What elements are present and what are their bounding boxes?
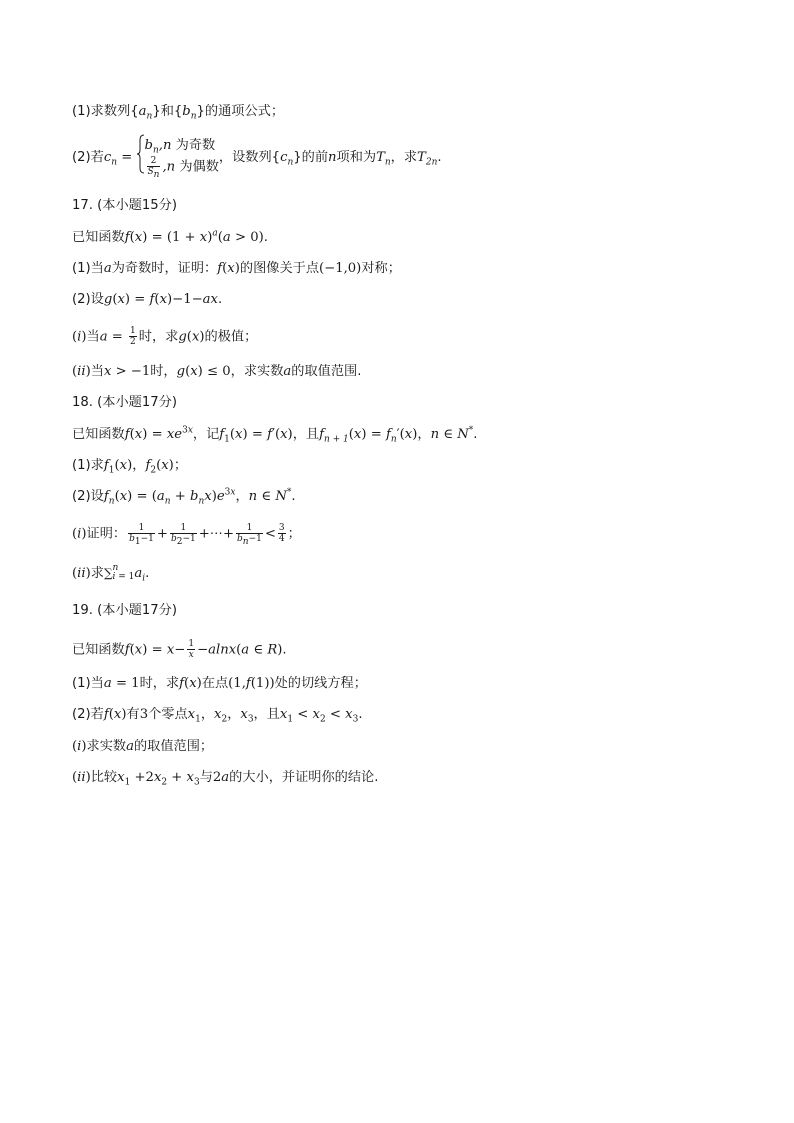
math-expression: ( [154,292,160,307]
text-segment: ； [173,458,187,473]
math-expression: ) = (1 + [142,230,200,245]
math-expression: ( [186,329,192,345]
math-T-2n: $T_{2n}$ [417,150,438,168]
text-segment: 个零点 [148,707,188,722]
problem-18-header [72,394,177,412]
math-expression: a [241,642,250,658]
math-expression: x [189,676,197,691]
text-segment: 已知函数 [72,230,125,245]
math-expression: + [167,770,187,785]
math-expression: ∈ [257,489,276,504]
math-expression: x [186,770,194,785]
math-expression: i [77,329,82,345]
text-segment: ，且 [253,707,280,722]
math-expression: x [153,770,162,785]
math-expression: x [227,261,235,276]
math-expression: > 0) [230,230,264,245]
math-expression: a [221,770,230,785]
problem-18-stem [72,426,477,444]
math-expression: +2 [130,770,154,785]
text-segment: 19. (本小题17分) [72,603,177,618]
math-expression: ) = [142,427,167,442]
math-expression: g [176,364,186,379]
text-segment: (1)当 [72,261,104,276]
math-expression: 3 [247,714,254,725]
math-expression: x [280,427,288,442]
math-expression: n [108,496,115,507]
math-expression: x [190,364,198,379]
math-expression: 2 [221,714,228,725]
text-segment: 的取值范围. [291,364,362,379]
math-expression: + [156,526,168,542]
math-expression: x [353,427,362,442]
math-expression: > −1 [111,364,151,379]
text-segment: ， [227,707,241,722]
text-segment: . [282,642,287,658]
math-expression: − [197,642,209,658]
math-expression: ( [108,707,114,722]
problem-19-part-2-ii [72,769,378,787]
math-expression: N [275,489,287,504]
math-expression: ( [72,329,78,345]
math-expression: x [312,707,320,722]
math-expression: R [267,642,278,658]
math-expression: n [248,489,258,504]
math-expression: ( [156,458,162,473]
problem-17-part-1 [72,260,401,278]
text-segment: 已知函数 [72,427,125,442]
math-expression: ax [202,292,218,307]
math-expression: $a_n$ [156,489,171,507]
math-expression: x [187,707,196,722]
problem-17-part-2-ii [72,363,361,381]
piecewise-cases [144,136,219,181]
math-expression: 2 [150,465,157,476]
text-segment: 当 [86,329,100,345]
math-expression: ) = [242,427,268,442]
math-expression: 2 [212,770,222,785]
math-expression: ) [81,739,87,754]
math-expression: $a_i$ [134,566,146,584]
text-segment: . [358,707,363,722]
math-expression: ( [72,770,78,785]
text-segment: (2)设 [72,292,104,307]
math-expression: x [279,707,288,722]
math-expression: x [191,329,200,345]
math-expression: x [199,230,208,245]
text-segment: 项和为 [336,150,377,165]
case-odd: $b_n,n$ 为奇数 [144,138,216,156]
math-expression: ) = [124,292,150,307]
math-expression: x [345,707,353,722]
text-segment: 已知函数 [72,642,125,658]
text-segment: (1)求数列{ [72,104,139,119]
text-segment: ， [200,707,215,722]
math-expression: ( [129,230,135,245]
math-expression: ) [412,427,418,442]
math-expression: x [240,707,248,722]
math-expression: < [325,707,346,722]
text-segment: (1)求 [72,458,104,473]
math-expression: 3 [193,777,200,788]
math-expression: i [77,526,82,542]
text-segment: (2)若 [72,707,104,722]
piecewise-brace [137,134,145,180]
math-expression: ii [77,364,86,379]
problem-19-stem [72,639,287,660]
math-expression: $e^{3x}$ [216,487,236,504]
text-segment: (1)当 [72,676,104,691]
math-expression: x [134,642,143,658]
math-expression: f [319,427,324,442]
text-segment: . [217,292,223,307]
text-segment: 求实数 [86,739,127,754]
problem-18-part-1 [72,457,187,475]
math-expression: ( [222,261,228,276]
math-expression: ∑ [103,566,113,580]
math-expression: − [174,642,186,658]
text-segment: 的取值范围； [133,739,214,754]
math-expression: alnx [208,642,237,658]
math-expression: 1 [224,434,230,445]
math-expression: ∈ [249,642,268,658]
math-expression: ) [168,458,174,473]
text-segment: ， [417,427,431,442]
math-expression: < [264,526,276,542]
math-expression: x [134,230,143,245]
math-expression: a [126,739,134,754]
math-expression: ) [196,676,202,691]
text-segment: . [291,489,296,504]
text-segment: 在点 [201,676,229,691]
math-expression: 3 [352,714,359,725]
math-expression: ( [217,230,223,245]
fraction-one-half: $\frac{1}{2}$ [130,326,136,347]
text-segment: 处的切线方程； [274,676,367,691]
math-expression: $xe^{3x}$ [166,425,193,442]
problem-17-part-2 [72,291,222,309]
text-segment: 时， [150,364,177,379]
math-expression: a [99,329,108,345]
math-expression: ) [81,329,87,345]
math-expression: x [117,292,125,307]
problem-17-header [72,197,177,215]
problem-18-part-2-ii [72,564,149,583]
text-segment: }的前 [293,150,329,165]
math-expression: i [77,739,82,754]
math-expression: f [124,230,130,245]
math-expression: x [103,364,112,379]
text-segment: 18. (本小题17分) [72,395,177,410]
text-segment: 求 [90,566,104,581]
math-expression: f [179,676,185,691]
math-expression: x [159,292,167,307]
math-expression: ( [72,566,78,581]
math-expression: (1)) [250,676,275,691]
case-even: $\frac{2}{S_n}$ ,n 为偶数 [147,156,219,181]
text-segment: }的通项公式； [196,104,285,119]
math-expression: a [222,230,231,245]
text-segment: 为奇数时，证明： [111,261,218,276]
math-c-n: $c_n$ [280,150,294,168]
text-segment: . [473,427,478,442]
text-segment: ， [235,489,249,504]
text-segment: 证明： [86,526,127,542]
math-expression: (−1,0) [319,261,362,276]
math-expression: g [178,329,187,345]
text-segment: 时，求 [139,676,180,691]
sum-limits: n i = 1 [112,563,135,582]
text-segment: ； [287,526,301,542]
math-expression: < [293,707,313,722]
math-expression: ( [348,427,354,442]
math-expression: ( [184,676,190,691]
problem-17-stem [72,229,268,247]
text-segment: . [437,150,442,165]
problem-18-part-2-i [72,523,301,547]
text-segment: 有 [126,707,140,722]
math-expression: 2 [161,777,168,788]
problem-17-part-2-i [72,326,257,347]
problem-16-part-2 [72,134,442,180]
math-expression: ) [127,458,133,473]
math-expression: ) = [361,427,386,442]
math-expression: ) ≤ 0 [197,364,231,379]
math-expression: f [219,427,225,442]
math-expression: x [161,458,169,473]
math-expression: f [103,458,109,473]
math-expression: 1 [124,777,131,788]
math-expression: x [166,642,175,658]
math-expression: ( [129,642,135,658]
math-expression: ) [81,526,87,542]
math-expression: ( [229,427,236,442]
math-expression: + [170,489,190,504]
text-segment: 当 [90,364,104,379]
math-expression: f [149,292,155,307]
problem-19-part-2 [72,706,363,724]
text-segment: (2)若 [72,150,104,165]
math-expression: ) [85,770,91,785]
math-expression: f [124,427,130,442]
math-expression: ( [129,427,135,442]
text-segment: ，设数列{ [218,150,281,165]
math-expression: x [214,707,222,722]
math-expression: f [103,707,109,722]
math-a-n: $a_n$ [138,104,153,122]
math-expression: * [286,487,292,498]
math-expression: a [103,261,112,276]
problem-19-header [72,602,177,620]
text-segment: (2)设 [72,489,104,504]
text-segment: 比较 [90,770,118,785]
math-expression: ) [211,489,217,504]
problem-19-part-1 [72,675,367,693]
problem-18-part-2 [72,488,296,506]
text-segment: . [263,230,268,245]
math-T-n: $T_n$ [376,150,391,168]
fraction-b2: $\frac{1}{b_2-1}$ [170,523,196,547]
problem-16-part-1 [72,103,284,121]
text-segment: 17. (本小题15分) [72,198,177,213]
math-expression: 1 [195,714,201,725]
math-expression: f [124,642,130,658]
math-expression: f [385,427,391,442]
math-expression: ( [72,739,78,754]
text-segment: 的大小，并证明你的结论. [229,770,379,785]
math-expression: f [103,489,109,504]
text-segment: 对称； [361,261,401,276]
text-segment: ，且 [292,427,320,442]
math-expression: ) [207,230,213,245]
math-expression: ) [121,707,127,722]
text-segment: ，求 [390,150,418,165]
text-segment: 的图像关于点 [239,261,320,276]
math-expression: x [119,458,128,473]
text-segment: . [145,566,150,581]
math-expression: ( [112,292,118,307]
math-expression: x [113,707,122,722]
math-expression: a [283,364,292,379]
math-expression: ) [234,261,240,276]
math-expression: f [245,676,251,691]
math-expression: ( [72,526,78,542]
math-expression: f [267,427,272,442]
math-expression: +⋯+ [198,526,235,542]
math-expression: = [107,329,128,345]
text-segment: ， [132,458,146,473]
text-segment: ，记 [192,427,220,442]
math-n: n [328,150,337,165]
math-expression: ) [85,566,91,581]
math-expression: ( [236,642,242,658]
math-expression: ) [199,329,205,345]
math-expression: )−1− [167,292,203,307]
math-expression: ( [185,364,191,379]
math-expression: ) [287,427,293,442]
math-expression: f [217,261,223,276]
fraction-three-quarters: $\frac{3}{4}$ [278,523,285,544]
math-c-n: $c_n$ [103,150,118,168]
problem-19-part-2-i [72,738,213,756]
math-expression: ) [277,642,283,658]
math-expression: n + 1 [323,434,349,445]
math-expression: * [468,425,474,436]
math-expression: ) [85,364,91,379]
math-expression: 1 [287,714,294,725]
math-expression: ) = ( [127,489,157,504]
math-expression: ∈ [439,427,458,442]
math-expression: g [103,292,113,307]
text-segment: 与 [199,770,213,785]
math-expression: ii [77,566,86,581]
fraction-b1: $\frac{1}{b_1-1}$ [129,523,154,547]
math-expression: ′( [396,427,405,442]
math-expression: ) = [142,642,167,658]
math-expression: ( [114,458,120,473]
math-expression: a [103,676,112,691]
fraction-bn: $\frac{1}{b_n-1}$ [237,523,262,547]
math-expression: $b_nx$ [190,489,212,507]
math-expression: x [119,489,128,504]
math-equals: = [117,150,137,165]
math-expression: ( [114,489,120,504]
math-expression: ( [72,364,78,379]
math-expression: ii [77,770,86,785]
text-segment: ，求实数 [230,364,284,379]
math-expression: x [117,770,125,785]
math-expression: x [235,427,243,442]
math-expression: 1 [108,465,115,476]
math-expression: = 1 [111,676,140,691]
math-expression: f [145,458,151,473]
math-expression: ′( [271,427,281,442]
text-segment: 时，求 [138,329,179,345]
fraction-one-over-x: $\frac{1}{x}$ [188,639,195,660]
math-expression: x [134,427,143,442]
math-expression: a [212,228,218,239]
math-expression: (1, [228,676,246,691]
math-expression: N [457,427,469,442]
math-b-n: $b_n$ [182,104,197,122]
math-expression: n [390,434,397,445]
math-expression: x [404,427,413,442]
math-expression: 2 [319,714,326,725]
text-segment: }和{ [152,104,183,119]
math-expression: n [430,427,440,442]
math-expression: 3 [139,707,149,722]
text-segment: 的极值； [204,329,258,345]
